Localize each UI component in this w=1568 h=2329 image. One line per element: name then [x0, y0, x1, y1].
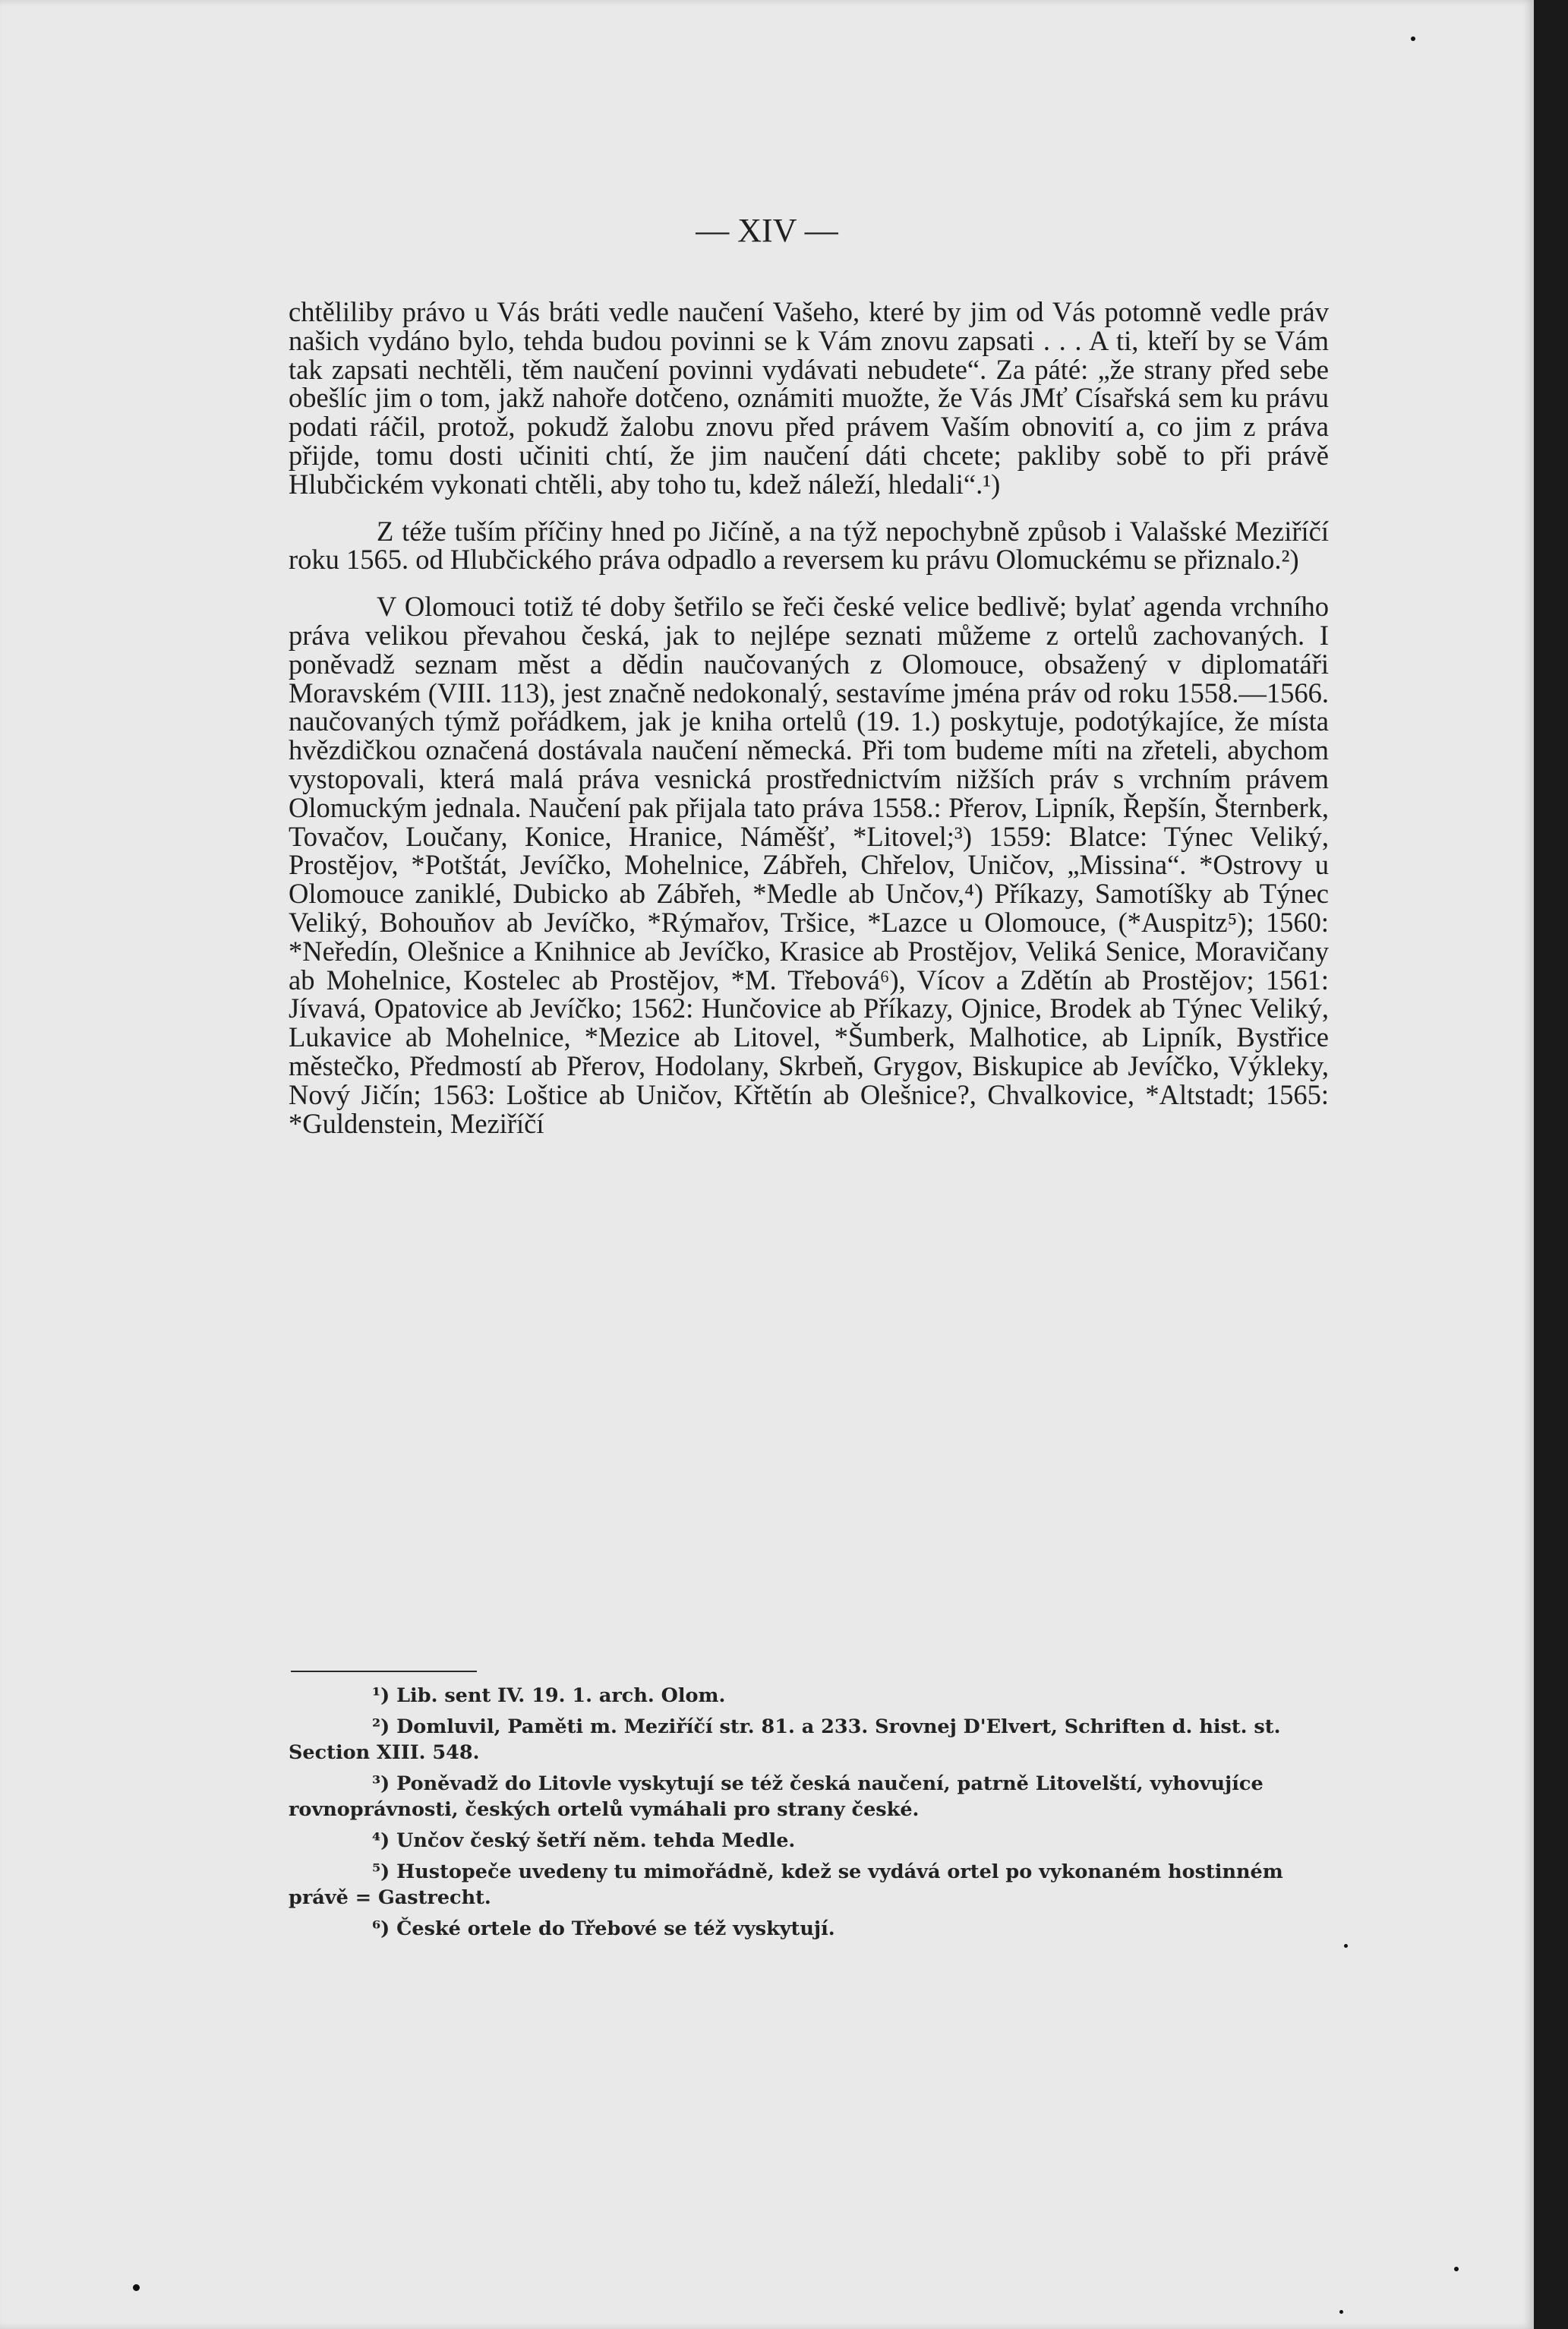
footnote-4 [289, 1828, 1329, 1854]
print-speck [1339, 2310, 1343, 2314]
footnote-divider [291, 1671, 477, 1672]
footnote-mark: ⁶) [372, 1917, 390, 1940]
footnote-mark: ²) [372, 1715, 390, 1738]
footnote-text: Domluvil, Paměti m. Meziříčí str. 81. a 233. Srovnej D'Elvert, Schriften d. hist. st. Section XIII. 548. [289, 1715, 1281, 1764]
print-speck [1454, 2267, 1459, 2271]
paragraph-3: V Olomouci totiž té doby šetřilo se řeči české velice bedlivě; bylať agenda vrchního práva velikou převahou česká, jak to nejlépe seznati můžeme z ortelů zachovaných. I poněvadž seznam měst a dědin naučovaných z Olomouce, obsažený v diplomatáři Moravském (VIII. 113), jest značně nedokonalý, sestavíme jména práv od roku 1558.—1566. naučovaných týmž pořádkem, jak je kniha ortelů (19. 1.) poskytuje, podotýkajíce, že místa hvězdičkou označená dostávala naučení německá. Při tom budeme míti na zřeteli, abychom vystopovali, která malá práva vesnická prostřednictvím nižších práv s vrchním právem Olomuckým jednala. Naučení pak přijala tato práva 1558.: Přerov, Lipník, Řepšín, Šternberk, Tovačov, Loučany, Konice, Hranice, Náměšť, *Litovel;³) 1559: Blatce: Týnec Veliký, Prostějov, *Potštát, Jevíčko, Mohelnice, Zábřeh, Chřelov, Uničov, „Missina“. *Ostrovy u Olomouce zaniklé, Dubicko ab Zábřeh, *Medle ab Unčov,⁴) Příkazy, Samotíšky ab Týnec Veliký, Bohouňov ab Jevíčko, *Rýmařov, Tršice, *Lazce u Olomouce, (*Auspitz⁵); 1560: *Neředín, Olešnice a Knihnice ab Jevíčko, Krasice ab Prostějov, Veliká Senice, Moravičany ab Mohelnice, Kostelec ab Prostějov, *M. Třebová⁶), Vícov a Zdětín ab Prostějov; 1561: Jívavá, Opatovice ab Jevíčko; 1562: Hunčovice ab Příkazy, Ojnice, Brodek ab Týnec Veliký, Lukavice ab Mohelnice, *Mezice ab Litovel, *Šumberk, Malhotice, ab Lipník, Bystřice městečko, Předmostí ab Přerov, Hodolany, Skrbeň, Grygov, Biskupice ab Jevíčko, Výkleky, Nový Jičín; 1563: Loštice ab Uničov, Křtětín ab Olešnice?, Chvalkovice, *Altstadt; 1565: *Guldenstein, Meziříčí [289, 591, 1329, 1139]
footnote-5 [289, 1859, 1329, 1911]
footnote-text: České ortele do Třebové se též vyskytují. [396, 1917, 835, 1940]
footnote-mark: ⁴) [372, 1829, 390, 1852]
footnote-2 [289, 1714, 1329, 1766]
main-text [289, 298, 1329, 1138]
print-speck [1344, 1944, 1348, 1948]
footnote-text: Unčov český šetří něm. tehda Medle. [396, 1829, 796, 1852]
footnotes [289, 1683, 1329, 1947]
print-speck [133, 2284, 140, 2291]
footnote-text: Lib. sent IV. 19. 1. arch. Olom. [396, 1684, 726, 1707]
footnote-mark: ⁵) [372, 1860, 390, 1883]
footnote-mark: ¹) [372, 1684, 390, 1707]
paragraph-2: Z téže tuším příčiny hned po Jičíně, a na týž nepochybně způsob i Valašské Meziříčí roku 1565. od Hlubčického práva odpadlo a reversem ku právu Olomuckému se přiznalo.²) [289, 515, 1329, 576]
footnote-6 [289, 1916, 1329, 1942]
print-speck [1411, 36, 1415, 41]
footnote-3 [289, 1771, 1329, 1822]
paragraph-1: chtěliliby právo u Vás bráti vedle naučení Vašeho, které by jim od Vás potomně vedle práv našich vydáno bylo, tehda budou povinni se k Vám znovu zapsati . . . A ti, kteří by se Vám tak zapsati nechtěli, těm naučení povinni vydávati nebudete“. Za páté: „že strany před sebe obešlíc jim o tom, jakž nahoře dotčeno, oznámiti muožte, že Vás JMť Císařská sem ku právu podati ráčil, protož, pokudž žalobu znovu před právem Vaším obnovití a, co jim z práva přijde, tomu dosti učiniti chtí, že jim naučení dáti chcete; pakliby sobě to při právě Hlubčickém vykonati chtěli, aby toho tu, kdež náleží, hledali“.¹) [289, 296, 1329, 500]
footnote-1 [289, 1683, 1329, 1709]
footnote-text: Poněvadž do Litovle vyskytují se též česká naučení, patrně Litovelští, vyhovujíce rovnoprávnosti, českých ortelů vymáhali pro strany české. [289, 1772, 1264, 1821]
page-number: — XIV — [696, 212, 838, 249]
footnote-mark: ³) [372, 1772, 390, 1795]
footnote-text: Hustopeče uvedeny tu mimořádně, kdež se vydává ortel po vykonaném hostinném právě = Gastrecht. [289, 1860, 1283, 1909]
